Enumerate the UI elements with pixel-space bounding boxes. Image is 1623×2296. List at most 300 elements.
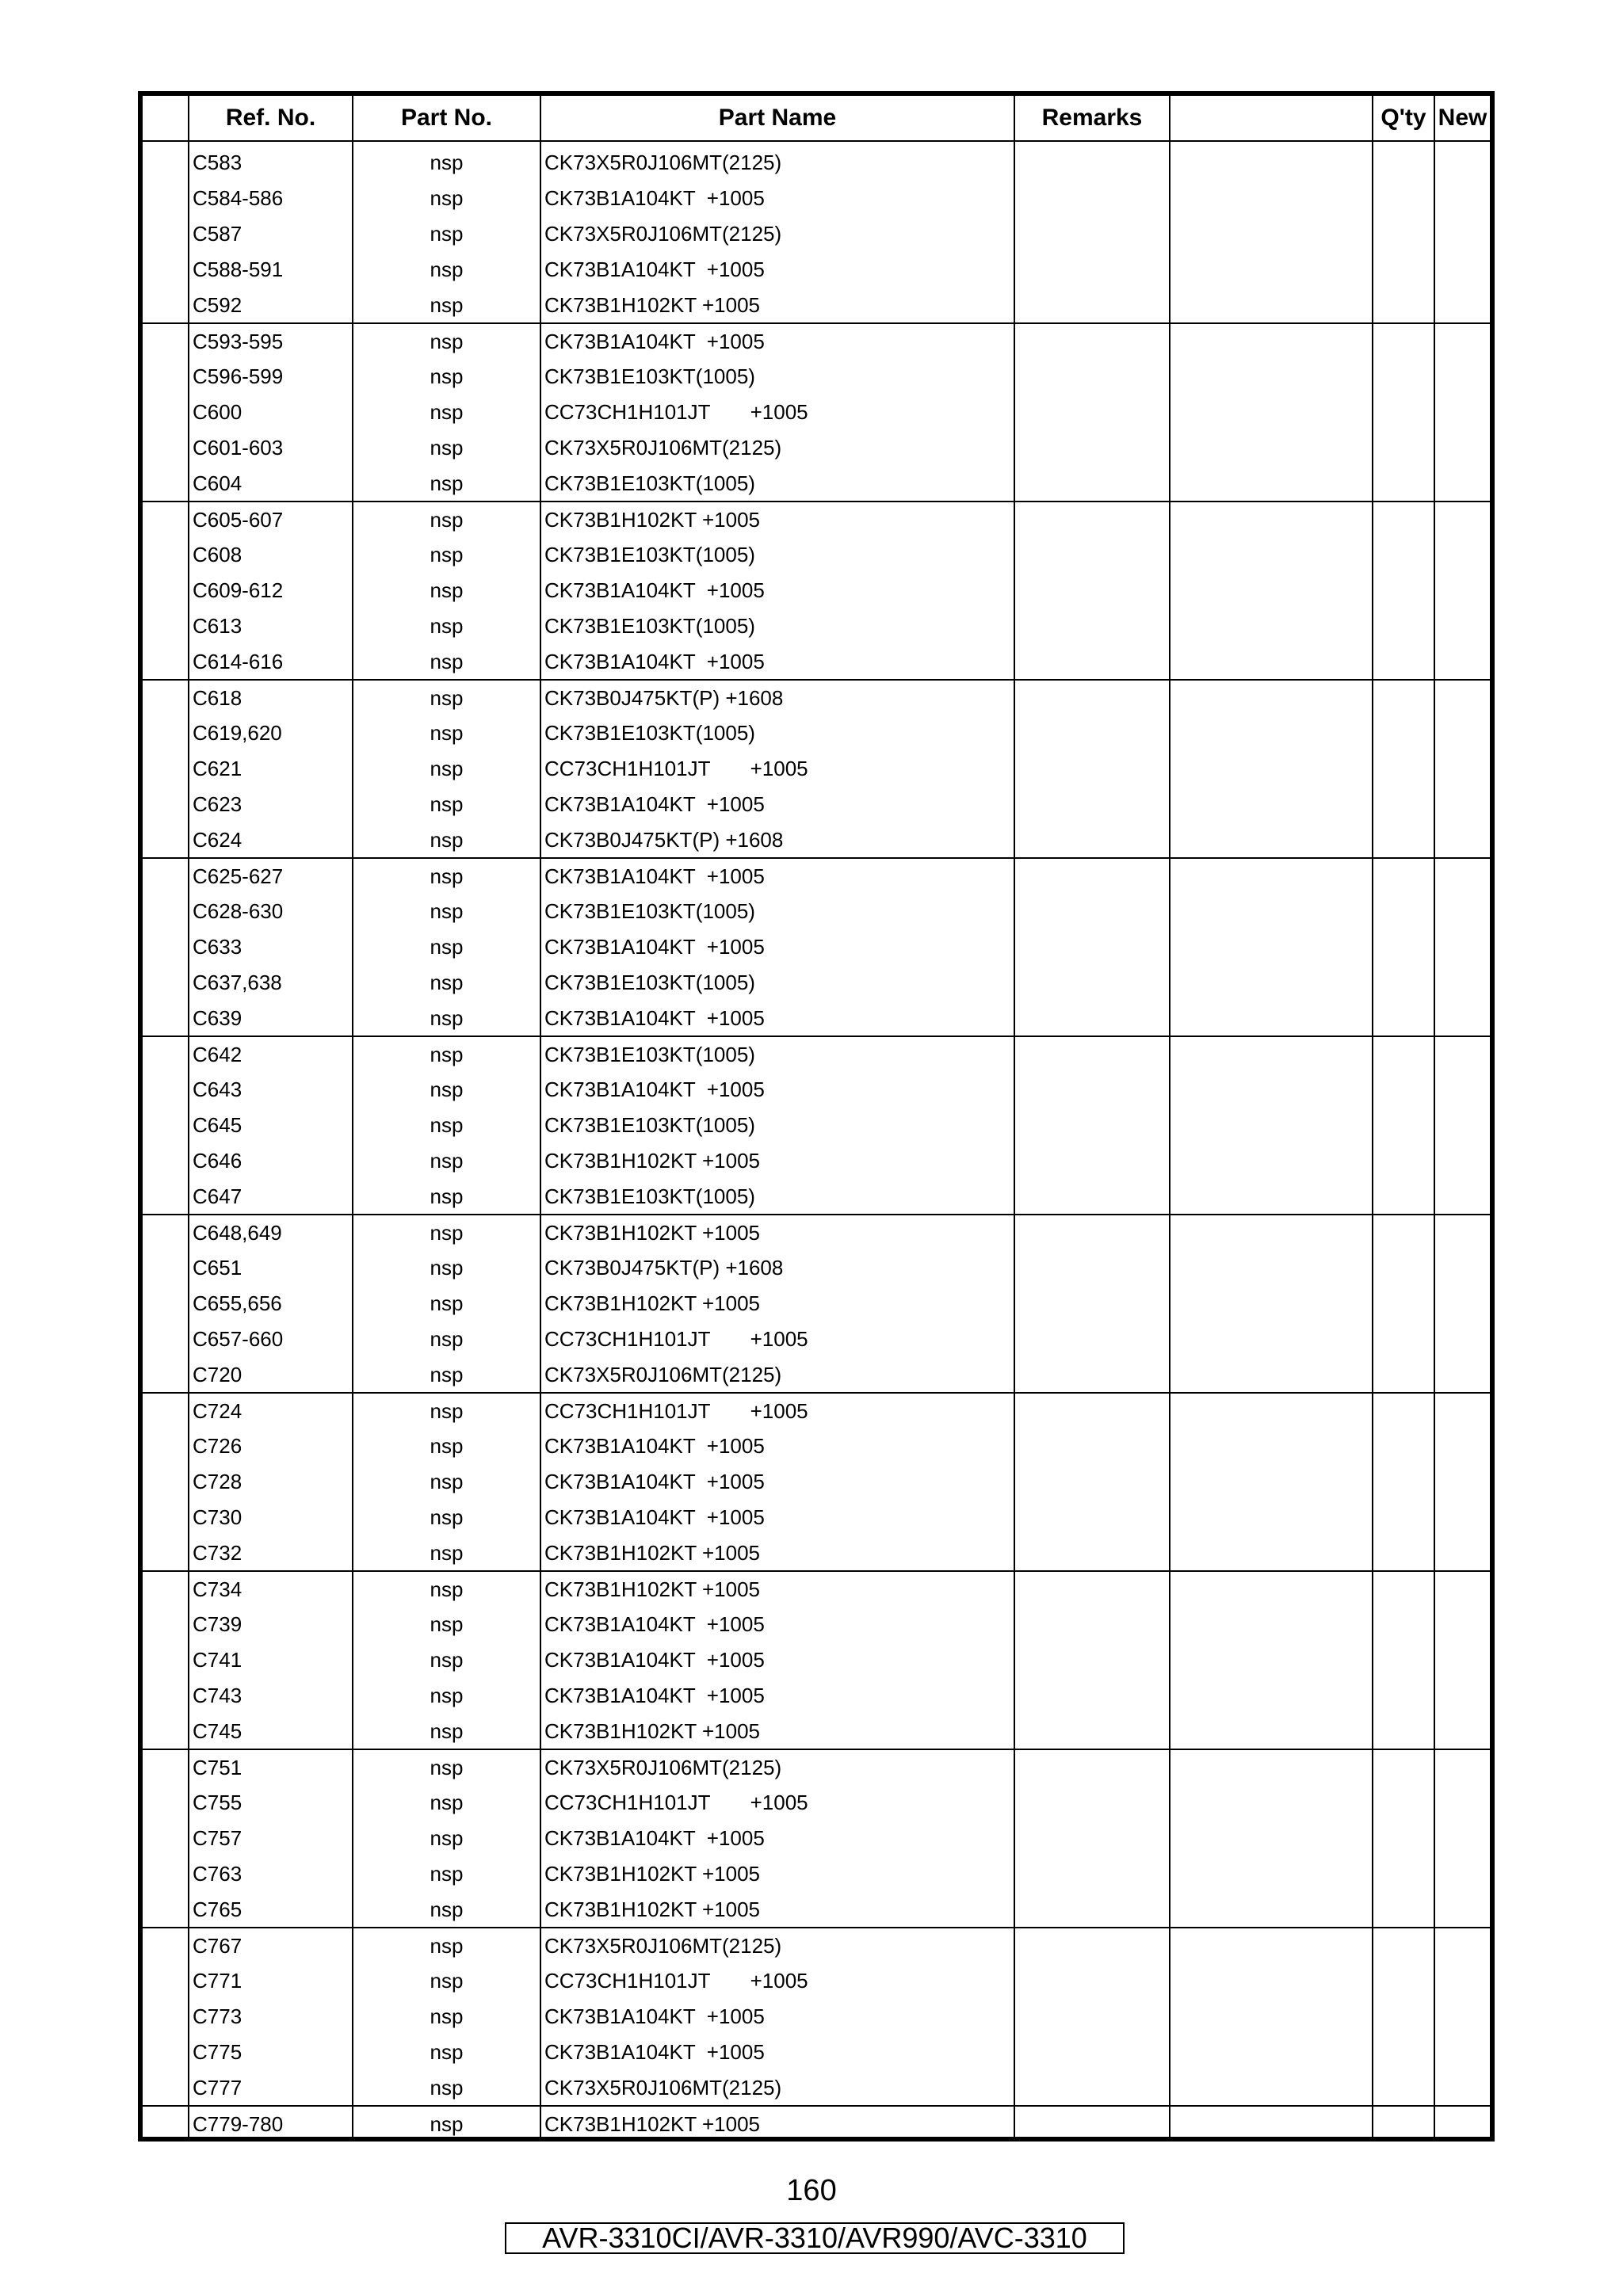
blank-cell <box>1170 1678 1373 1714</box>
new-cell <box>1434 395 1490 430</box>
ref-no-header: Ref. No. <box>189 96 353 141</box>
remarks-cell <box>1014 894 1170 929</box>
table-row <box>143 2106 1490 2142</box>
ref-no-cell: C633 <box>189 929 353 965</box>
blank-cell <box>1170 145 1373 181</box>
new-cell <box>1434 1785 1490 1821</box>
ref-no-cell: C625-627 <box>189 858 353 894</box>
new-cell <box>1434 1500 1490 1535</box>
qty-cell <box>1373 680 1434 715</box>
part-no-cell: nsp <box>353 644 540 680</box>
part-no-cell: nsp <box>353 430 540 466</box>
qty-cell <box>1373 1642 1434 1678</box>
table-row <box>143 573 1490 608</box>
table-row <box>143 1464 1490 1500</box>
blank-cell <box>1170 2035 1373 2070</box>
table-row <box>143 644 1490 680</box>
blank-header-cell <box>1170 96 1373 141</box>
ref-no-cell: C628-630 <box>189 894 353 929</box>
qty-cell <box>1373 1999 1434 2035</box>
table-row <box>143 288 1490 323</box>
qty-cell <box>1373 1428 1434 1464</box>
qty-cell <box>1373 288 1434 323</box>
table-row <box>143 1821 1490 1856</box>
blank-cell <box>1170 858 1373 894</box>
table-row <box>143 323 1490 359</box>
part-no-cell: nsp <box>353 1428 540 1464</box>
remarks-cell <box>1014 1642 1170 1678</box>
blank-cell <box>1170 751 1373 787</box>
blank-cell <box>1170 965 1373 1001</box>
part-name-cell: CK73X5R0J106MT(2125) <box>540 1928 1014 1963</box>
part-name-cell: CC73CH1H101JT +1005 <box>540 751 1014 787</box>
row-mark-cell <box>143 1179 189 1215</box>
row-mark-cell <box>143 1143 189 1179</box>
new-cell <box>1434 1856 1490 1892</box>
table-row <box>143 537 1490 573</box>
blank-cell <box>1170 894 1373 929</box>
part-name-cell: CK73B1A104KT +1005 <box>540 181 1014 216</box>
qty-cell <box>1373 1072 1434 1108</box>
part-no-cell: nsp <box>353 1179 540 1215</box>
row-mark-cell <box>143 2070 189 2106</box>
blank-cell <box>1170 1785 1373 1821</box>
row-mark-cell <box>143 644 189 680</box>
table-row <box>143 252 1490 288</box>
table-row <box>143 1108 1490 1143</box>
remarks-cell <box>1014 1464 1170 1500</box>
qty-cell <box>1373 502 1434 537</box>
row-mark-cell <box>143 181 189 216</box>
qty-cell <box>1373 2070 1434 2106</box>
table-row <box>143 1749 1490 1785</box>
blank-cell <box>1170 537 1373 573</box>
qty-cell <box>1373 1678 1434 1714</box>
part-no-cell: nsp <box>353 1215 540 1250</box>
remarks-cell <box>1014 1892 1170 1928</box>
qty-cell <box>1373 359 1434 395</box>
ref-no-cell: C608 <box>189 537 353 573</box>
part-no-cell: nsp <box>353 181 540 216</box>
qty-cell <box>1373 858 1434 894</box>
blank-cell <box>1170 323 1373 359</box>
table-row <box>143 1036 1490 1072</box>
qty-cell <box>1373 2035 1434 2070</box>
ref-no-cell: C613 <box>189 608 353 644</box>
part-name-header: Part Name <box>540 96 1014 141</box>
row-mark-cell <box>143 1036 189 1072</box>
row-mark-cell <box>143 252 189 288</box>
remarks-cell <box>1014 1821 1170 1856</box>
blank-cell <box>1170 1999 1373 2035</box>
row-mark-cell <box>143 1963 189 1999</box>
row-mark-cell <box>143 216 189 252</box>
row-mark-cell <box>143 2106 189 2142</box>
qty-cell <box>1373 573 1434 608</box>
part-no-cell: nsp <box>353 502 540 537</box>
part-no-cell: nsp <box>353 894 540 929</box>
qty-cell <box>1373 965 1434 1001</box>
ref-no-cell: C728 <box>189 1464 353 1500</box>
new-cell <box>1434 608 1490 644</box>
ref-no-cell: C755 <box>189 1785 353 1821</box>
row-mark-cell <box>143 1464 189 1500</box>
table-row <box>143 1500 1490 1535</box>
remarks-cell <box>1014 1108 1170 1143</box>
ref-no-cell: C765 <box>189 1892 353 1928</box>
part-name-cell: CK73B1A104KT +1005 <box>540 1999 1014 2035</box>
qty-cell <box>1373 1322 1434 1357</box>
table-row <box>143 145 1490 181</box>
ref-no-cell: C777 <box>189 2070 353 2106</box>
new-cell <box>1434 1072 1490 1108</box>
ref-no-cell: C643 <box>189 1072 353 1108</box>
row-mark-cell <box>143 466 189 502</box>
ref-no-cell: C604 <box>189 466 353 502</box>
new-cell <box>1434 1571 1490 1607</box>
remarks-cell <box>1014 715 1170 751</box>
part-no-cell: nsp <box>353 323 540 359</box>
part-no-cell: nsp <box>353 1286 540 1322</box>
blank-cell <box>1170 1856 1373 1892</box>
qty-cell <box>1373 537 1434 573</box>
new-cell <box>1434 1928 1490 1963</box>
remarks-cell <box>1014 1286 1170 1322</box>
ref-no-cell: C734 <box>189 1571 353 1607</box>
row-mark-cell <box>143 2035 189 2070</box>
part-name-cell: CK73B1A104KT +1005 <box>540 1642 1014 1678</box>
row-mark-cell <box>143 822 189 858</box>
table-row <box>143 502 1490 537</box>
new-cell <box>1434 288 1490 323</box>
remarks-cell <box>1014 1749 1170 1785</box>
remarks-cell <box>1014 2035 1170 2070</box>
ref-no-cell: C596-599 <box>189 359 353 395</box>
remarks-cell <box>1014 1322 1170 1357</box>
part-name-cell: CK73B1H102KT +1005 <box>540 1714 1014 1749</box>
table-body <box>143 145 1490 2142</box>
new-cell <box>1434 715 1490 751</box>
qty-cell <box>1373 181 1434 216</box>
blank-cell <box>1170 216 1373 252</box>
remarks-cell <box>1014 1607 1170 1642</box>
part-no-cell: nsp <box>353 1500 540 1535</box>
table-row <box>143 965 1490 1001</box>
remarks-cell <box>1014 929 1170 965</box>
part-no-cell: nsp <box>353 858 540 894</box>
new-cell <box>1434 359 1490 395</box>
blank-cell <box>1170 1464 1373 1500</box>
ref-no-cell: C623 <box>189 787 353 822</box>
row-mark-cell <box>143 929 189 965</box>
qty-cell <box>1373 1714 1434 1749</box>
new-cell <box>1434 145 1490 181</box>
remarks-cell <box>1014 680 1170 715</box>
row-mark-cell <box>143 1642 189 1678</box>
ref-no-cell: C588-591 <box>189 252 353 288</box>
new-cell <box>1434 1001 1490 1036</box>
qty-cell <box>1373 1001 1434 1036</box>
new-cell <box>1434 1642 1490 1678</box>
part-no-cell: nsp <box>353 1143 540 1179</box>
part-no-cell: nsp <box>353 145 540 181</box>
part-name-cell: CK73B1A104KT +1005 <box>540 1001 1014 1036</box>
part-name-cell: CK73B1E103KT(1005) <box>540 1179 1014 1215</box>
ref-no-cell: C619,620 <box>189 715 353 751</box>
blank-cell <box>1170 1001 1373 1036</box>
table-row <box>143 751 1490 787</box>
blank-cell <box>1170 288 1373 323</box>
table-header <box>143 96 1490 145</box>
blank-cell <box>1170 395 1373 430</box>
part-no-cell: nsp <box>353 288 540 323</box>
table-row <box>143 1963 1490 1999</box>
row-mark-cell <box>143 787 189 822</box>
table-row <box>143 430 1490 466</box>
ref-no-cell: C779-780 <box>189 2106 353 2142</box>
remarks-cell <box>1014 1678 1170 1714</box>
remarks-cell <box>1014 1428 1170 1464</box>
new-cell <box>1434 1892 1490 1928</box>
row-mark-cell <box>143 1357 189 1393</box>
remarks-cell <box>1014 216 1170 252</box>
part-no-cell: nsp <box>353 2035 540 2070</box>
ref-no-cell: C745 <box>189 1714 353 1749</box>
table-row <box>143 1928 1490 1963</box>
qty-cell <box>1373 894 1434 929</box>
new-cell <box>1434 1607 1490 1642</box>
table-row <box>143 1714 1490 1749</box>
remarks-cell <box>1014 1535 1170 1571</box>
part-name-cell: CK73B1E103KT(1005) <box>540 466 1014 502</box>
table-row <box>143 894 1490 929</box>
part-no-cell: nsp <box>353 715 540 751</box>
ref-no-cell: C614-616 <box>189 644 353 680</box>
blank-cell <box>1170 1428 1373 1464</box>
remarks-cell <box>1014 359 1170 395</box>
qty-cell <box>1373 216 1434 252</box>
new-cell <box>1434 1963 1490 1999</box>
ref-no-cell: C651 <box>189 1250 353 1286</box>
qty-cell <box>1373 1108 1434 1143</box>
qty-cell <box>1373 1892 1434 1928</box>
blank-cell <box>1170 1607 1373 1642</box>
new-cell <box>1434 1821 1490 1856</box>
ref-no-cell: C751 <box>189 1749 353 1785</box>
table-row <box>143 1999 1490 2035</box>
new-cell <box>1434 1179 1490 1215</box>
table-row <box>143 1428 1490 1464</box>
qty-cell <box>1373 466 1434 502</box>
part-name-cell: CK73B1A104KT +1005 <box>540 787 1014 822</box>
qty-cell <box>1373 1963 1434 1999</box>
row-mark-cell <box>143 1215 189 1250</box>
qty-cell <box>1373 1357 1434 1393</box>
table-row <box>143 2035 1490 2070</box>
table-row <box>143 1250 1490 1286</box>
remarks-cell <box>1014 751 1170 787</box>
part-no-header: Part No. <box>353 96 540 141</box>
part-no-cell: nsp <box>353 1678 540 1714</box>
qty-cell <box>1373 822 1434 858</box>
part-name-cell: CK73B1E103KT(1005) <box>540 608 1014 644</box>
part-no-cell: nsp <box>353 1642 540 1678</box>
row-mark-cell <box>143 1571 189 1607</box>
part-no-cell: nsp <box>353 1749 540 1785</box>
table-row <box>143 1785 1490 1821</box>
new-cell <box>1434 466 1490 502</box>
part-no-cell: nsp <box>353 1250 540 1286</box>
row-mark-cell <box>143 608 189 644</box>
blank-cell <box>1170 1250 1373 1286</box>
row-mark-cell <box>143 1500 189 1535</box>
table-row <box>143 715 1490 751</box>
table-row <box>143 608 1490 644</box>
table-row <box>143 1892 1490 1928</box>
part-name-cell: CK73B1A104KT +1005 <box>540 1072 1014 1108</box>
part-name-cell: CK73B1A104KT +1005 <box>540 1500 1014 1535</box>
row-mark-cell <box>143 502 189 537</box>
qty-cell <box>1373 1286 1434 1322</box>
ref-no-cell: C757 <box>189 1821 353 1856</box>
blank-cell <box>1170 1215 1373 1250</box>
ref-no-cell: C609-612 <box>189 573 353 608</box>
part-no-cell: nsp <box>353 1607 540 1642</box>
part-no-cell: nsp <box>353 929 540 965</box>
ref-no-cell: C646 <box>189 1143 353 1179</box>
row-mark-cell <box>143 288 189 323</box>
part-no-cell: nsp <box>353 395 540 430</box>
table-row <box>143 1642 1490 1678</box>
remarks-cell <box>1014 787 1170 822</box>
remarks-cell <box>1014 1999 1170 2035</box>
remarks-cell <box>1014 1963 1170 1999</box>
remarks-cell <box>1014 395 1170 430</box>
row-mark-cell <box>143 1428 189 1464</box>
remarks-cell <box>1014 145 1170 181</box>
part-no-cell: nsp <box>353 1357 540 1393</box>
ref-no-cell: C621 <box>189 751 353 787</box>
blank-cell <box>1170 1143 1373 1179</box>
new-cell <box>1434 323 1490 359</box>
new-cell <box>1434 1464 1490 1500</box>
ref-no-cell: C618 <box>189 680 353 715</box>
part-no-cell: nsp <box>353 2070 540 2106</box>
blank-cell <box>1170 430 1373 466</box>
new-cell <box>1434 2035 1490 2070</box>
table-row <box>143 929 1490 965</box>
remarks-cell <box>1014 323 1170 359</box>
blank-cell <box>1170 1642 1373 1678</box>
part-name-cell: CK73B1A104KT +1005 <box>540 858 1014 894</box>
ref-no-cell: C600 <box>189 395 353 430</box>
part-no-cell: nsp <box>353 822 540 858</box>
ref-no-cell: C726 <box>189 1428 353 1464</box>
row-mark-cell <box>143 323 189 359</box>
part-no-cell: nsp <box>353 1785 540 1821</box>
blank-cell <box>1170 929 1373 965</box>
qty-cell <box>1373 715 1434 751</box>
ref-no-cell: C741 <box>189 1642 353 1678</box>
table-row <box>143 1535 1490 1571</box>
remarks-cell <box>1014 288 1170 323</box>
part-name-cell: CC73CH1H101JT +1005 <box>540 1785 1014 1821</box>
qty-cell <box>1373 1393 1434 1428</box>
row-mark-cell <box>143 1535 189 1571</box>
table-row <box>143 1179 1490 1215</box>
qty-cell <box>1373 1500 1434 1535</box>
part-name-cell: CK73B1E103KT(1005) <box>540 537 1014 573</box>
table-row <box>143 1357 1490 1393</box>
row-mark-cell <box>143 395 189 430</box>
new-cell <box>1434 787 1490 822</box>
part-name-cell: CK73B1A104KT +1005 <box>540 1428 1014 1464</box>
part-no-cell: nsp <box>353 1571 540 1607</box>
part-name-cell: CK73B1A104KT +1005 <box>540 929 1014 965</box>
part-name-cell: CK73B1H102KT +1005 <box>540 1215 1014 1250</box>
table-row <box>143 858 1490 894</box>
part-name-cell: CK73X5R0J106MT(2125) <box>540 1357 1014 1393</box>
row-mark-cell <box>143 1001 189 1036</box>
qty-cell <box>1373 1036 1434 1072</box>
ref-no-cell: C593-595 <box>189 323 353 359</box>
qty-cell <box>1373 1607 1434 1642</box>
new-cell <box>1434 1428 1490 1464</box>
qty-cell <box>1373 929 1434 965</box>
qty-cell <box>1373 1821 1434 1856</box>
table-row <box>143 1143 1490 1179</box>
table-row <box>143 359 1490 395</box>
new-cell <box>1434 1357 1490 1393</box>
blank-cell <box>1170 1500 1373 1535</box>
ref-no-cell: C773 <box>189 1999 353 2035</box>
part-name-cell: CK73B1A104KT +1005 <box>540 252 1014 288</box>
ref-no-cell: C657-660 <box>189 1322 353 1357</box>
table-row <box>143 466 1490 502</box>
new-cell <box>1434 894 1490 929</box>
blank-cell <box>1170 822 1373 858</box>
remarks-cell <box>1014 1500 1170 1535</box>
part-no-cell: nsp <box>353 252 540 288</box>
model-label: AVR-3310CI/AVR-3310/AVR990/AVC-3310 <box>505 2222 1125 2254</box>
new-cell <box>1434 1999 1490 2035</box>
part-name-cell: CK73X5R0J106MT(2125) <box>540 216 1014 252</box>
new-cell <box>1434 1714 1490 1749</box>
remarks-cell <box>1014 573 1170 608</box>
part-no-cell: nsp <box>353 1892 540 1928</box>
part-name-cell: CK73B1E103KT(1005) <box>540 1036 1014 1072</box>
blank-cell <box>1170 359 1373 395</box>
qty-cell <box>1373 2106 1434 2142</box>
part-name-cell: CK73X5R0J106MT(2125) <box>540 2070 1014 2106</box>
part-name-cell: CC73CH1H101JT +1005 <box>540 1322 1014 1357</box>
new-cell <box>1434 430 1490 466</box>
ref-no-cell: C605-607 <box>189 502 353 537</box>
blank-cell <box>1170 1714 1373 1749</box>
part-name-cell: CK73X5R0J106MT(2125) <box>540 430 1014 466</box>
row-mark-cell <box>143 1108 189 1143</box>
qty-cell <box>1373 1250 1434 1286</box>
part-name-cell: CK73B1E103KT(1005) <box>540 1108 1014 1143</box>
new-cell <box>1434 252 1490 288</box>
part-no-cell: nsp <box>353 1001 540 1036</box>
parts-list-frame <box>138 91 1495 2142</box>
new-cell <box>1434 1143 1490 1179</box>
part-name-cell: CK73B1H102KT +1005 <box>540 502 1014 537</box>
part-no-cell: nsp <box>353 1856 540 1892</box>
row-mark-cell <box>143 894 189 929</box>
remarks-cell <box>1014 430 1170 466</box>
